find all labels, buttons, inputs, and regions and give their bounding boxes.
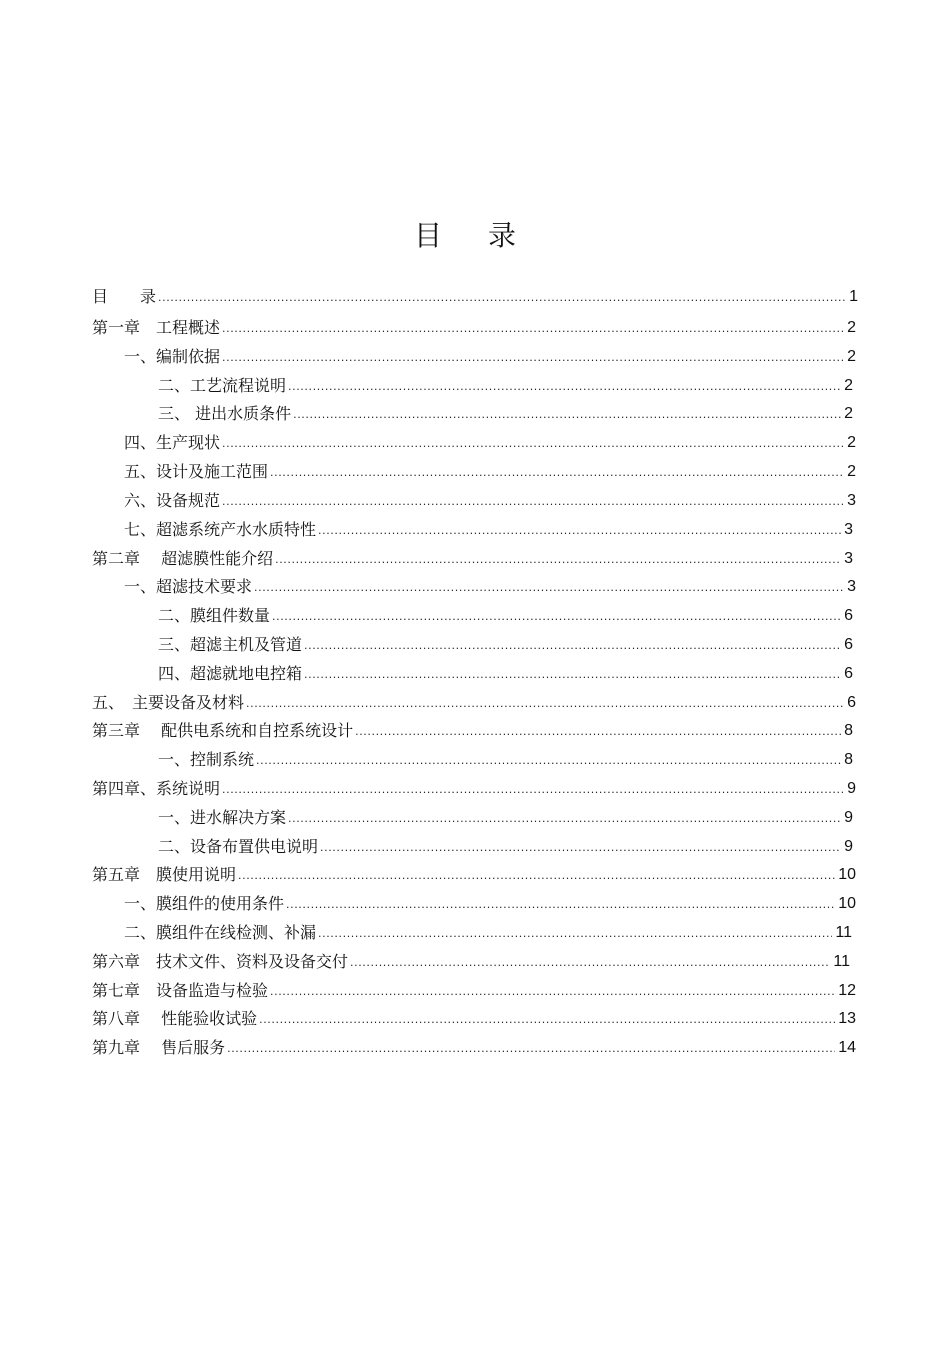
toc-entry-page: 11 [835,924,852,941]
toc-entry-label: 五、设计及施工范围 [124,462,269,481]
title-char-1: 目 [413,219,442,252]
toc-entry-label: 二、设备布置供电说明 [158,837,319,856]
toc-entry[interactable] [92,977,856,1005]
toc-leader-dots [320,833,841,861]
toc-leader-dots [355,717,841,745]
toc-leader-dots [246,689,844,717]
toc-entry-label: 第三章 配供电系统和自控系统设计 [92,721,354,740]
toc-entry-label: 第二章 超滤膜性能介绍 [92,549,274,568]
toc-entry-page: 3 [847,492,856,509]
toc-entry[interactable] [92,717,853,745]
toc-entry-page: 2 [844,405,853,422]
toc-entry[interactable] [158,804,853,832]
toc-entry[interactable] [124,429,856,457]
toc-entry[interactable] [92,1034,856,1062]
toc-leader-dots [293,400,841,428]
toc-leader-dots [254,573,844,601]
toc-entry-label: 第五章 膜使用说明 [92,865,237,884]
toc-entry[interactable] [124,890,856,918]
toc-entry-page: 6 [844,665,853,682]
toc-entry-page: 8 [844,722,853,739]
toc-entry-label: 第四章、系统说明 [92,779,221,798]
toc-entry-label: 一、进水解决方案 [158,808,287,827]
toc-entry[interactable] [158,660,853,688]
toc-entry-page: 2 [847,348,856,365]
toc-entry-label: 第八章 性能验收试验 [92,1009,258,1028]
toc-leader-dots [222,343,844,371]
toc-leader-dots [222,775,844,803]
toc-leader-dots [227,1034,835,1062]
toc-entry-page: 13 [838,1010,856,1027]
toc-entry-label: 二、工艺流程说明 [158,376,287,395]
toc-leader-dots [318,919,832,947]
toc-entry[interactable] [124,573,856,601]
toc-leader-dots [286,890,835,918]
page-title [0,214,930,254]
toc-leader-dots [222,429,844,457]
toc-entry-page: 12 [838,982,856,999]
toc-entry-label: 六、设备规范 [124,491,221,510]
toc-entry[interactable] [158,746,853,774]
toc-leader-dots [222,314,844,342]
toc-entry[interactable] [92,861,856,889]
toc-entry[interactable] [92,1005,856,1033]
toc-entry-label: 一、超滤技术要求 [124,577,253,596]
toc-entry[interactable] [124,458,856,486]
toc-entry-label: 目 录 [92,287,157,306]
toc-leader-dots [238,861,835,889]
toc-entry-page: 9 [844,809,853,826]
toc-entry-label: 一、控制系统 [158,750,255,769]
toc-entry[interactable] [158,833,853,861]
toc-entry[interactable] [92,545,853,573]
toc-entry-label: 三、 进出水质条件 [158,404,292,423]
toc-entry-page: 10 [838,866,856,883]
toc-entry[interactable] [158,400,853,428]
toc-entry[interactable] [158,631,853,659]
toc-leader-dots [270,458,844,486]
toc-leader-dots [275,545,841,573]
toc-leader-dots [158,283,846,311]
toc-entry[interactable] [92,314,856,342]
toc-leader-dots [270,977,835,1005]
toc-leader-dots [222,487,844,515]
toc-entry-page: 1 [849,288,858,305]
toc-entry-label: 七、超滤系统产水水质特性 [124,520,317,539]
toc-entry[interactable] [158,602,853,630]
title-char-2: 录 [488,219,517,252]
toc-entry-label: 第六章 技术文件、资料及设备交付 [92,952,349,971]
toc-entry-page: 3 [844,521,853,538]
toc-entry-page: 6 [844,607,853,624]
toc-entry[interactable] [158,372,853,400]
toc-entry-label: 第七章 设备监造与检验 [92,981,269,1000]
toc-leader-dots [288,804,841,832]
toc-leader-dots [318,516,841,544]
toc-entry-label: 第一章 工程概述 [92,318,221,337]
toc-entry-label: 三、超滤主机及管道 [158,635,303,654]
toc-leader-dots [288,372,841,400]
toc-entry[interactable] [92,283,858,311]
toc-entry[interactable] [124,919,852,947]
toc-entry[interactable] [92,689,856,717]
toc-leader-dots [350,948,830,976]
toc-entry[interactable] [92,948,850,976]
toc-entry-page: 14 [838,1039,856,1056]
toc-entry-label: 第九章 售后服务 [92,1038,226,1057]
toc-leader-dots [304,660,841,688]
toc-entry-page: 10 [838,895,856,912]
toc-entry-label: 四、生产现状 [124,433,221,452]
toc-entry-page: 2 [847,319,856,336]
toc-entry[interactable] [124,343,856,371]
toc-entry-page: 2 [847,434,856,451]
toc-entry-label: 五、 主要设备及材料 [92,693,245,712]
toc-entry[interactable] [124,487,856,515]
toc-entry-label: 二、膜组件数量 [158,606,271,625]
toc-entry-page: 3 [847,578,856,595]
toc-entry-page: 8 [844,751,853,768]
toc-entry-page: 3 [844,550,853,567]
toc-entry-page: 9 [844,838,853,855]
toc-leader-dots [304,631,841,659]
toc-entry-page: 6 [847,694,856,711]
toc-entry[interactable] [92,775,856,803]
toc-entry-page: 11 [833,953,850,970]
toc-entry-label: 一、编制依据 [124,347,221,366]
toc-entry-page: 2 [847,463,856,480]
toc-leader-dots [256,746,841,774]
toc-entry-label: 四、超滤就地电控箱 [158,664,303,683]
toc-entry-page: 9 [847,780,856,797]
toc-entry-page: 2 [844,377,853,394]
toc-leader-dots [259,1005,835,1033]
toc-leader-dots [272,602,841,630]
toc-entry-page: 6 [844,636,853,653]
toc-entry-label: 二、膜组件在线检测、补漏 [124,923,317,942]
toc-entry-label: 一、膜组件的使用条件 [124,894,285,913]
toc-entry[interactable] [124,516,853,544]
